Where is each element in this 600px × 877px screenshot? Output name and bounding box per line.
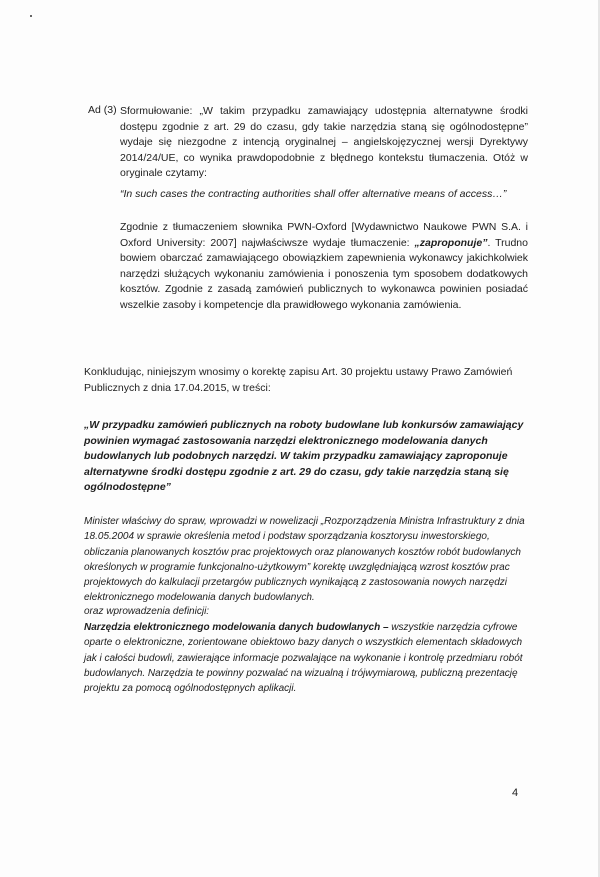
scan-mark <box>30 15 32 17</box>
ad-paragraph-2-start: Zgodnie z tłumaczeniem słownika PWN-Oxford [Wydawnictwo Naukowe PWN S.A. i Oxford University: 2007] najwłaściwsze wydaje tłumaczenie: <box>120 221 528 249</box>
definition-text: wszystkie narzędzia cyfrowe oparte o elektroniczne, zorientowane obiektowo bazy danych o wszystkich elementach składowych jak i całości budowli, zawierające informacje pozwalające na wykonanie i kontrolę przedmiaru robót budowlanych. Narzędzia te powinny pozwalać na wizualną i trójwymiarową, publiczną prezentację projektu za pomocą ogólnodostępnych aplikacji. <box>84 622 523 695</box>
ad-label: Ad (3) <box>88 104 117 116</box>
conclusion-paragraph: Konkludując, niniejszym wnosimy o korektę zapisu Art. 30 projektu ustawy Prawo Zamówień Publicznych z dnia 17.04.2015, w treści: <box>84 366 513 394</box>
definition-intro: oraz wprowadzenia definicji: <box>84 606 210 617</box>
definition-term: Narzędzia elektronicznego modelowania danych budowlanych – <box>84 622 389 633</box>
translation-term: „zaproponuje” <box>414 236 488 249</box>
ad-paragraph-2-end: . Trudno bowiem obarczać zamawiającego obowiązkiem zapewnienia wykonawcy jakichkolwiek narzędzi służących wykonaniu zamówienia i ponoszenia tym sposobem dodatkowych kosztów. Zgodnie z zasadą zamówień publicznych to wykonawca powinien posiadać wszelkie zasoby i kompetencje dla prawidłowego wykonania zamówienia. <box>120 236 528 311</box>
page-number: 4 <box>512 787 519 799</box>
english-quote: “In such cases the contracting authorities shall offer alternative means of access…” <box>120 188 507 200</box>
ad-paragraph-2 <box>120 220 528 313</box>
minister-paragraph: Minister właściwy do spraw, wprowadzi w nowelizacji „Rozporządzenia Ministra Infrastruktury z dnia 18.05.2004 w sprawie określenia metod i podstaw sporządzania kosztorysu inwestorskiego, obliczania planowanych kosztów prac projektowych oraz planowanych kosztów robót budowlanych określonych w programie funkcjonalno-użytkowym” korektę uwzględniającą wzrost kosztów prac projektowych do kalkulacji przetargów publicznych wynikającą z zastosowania nowych narzędzi elektronicznego modelowania danych budowlanych. <box>84 516 525 604</box>
definition-paragraph <box>84 620 530 696</box>
ad-paragraph-1: Sformułowanie: „W takim przypadku zamawiający udostępnia alternatywne środki dostępu zgodnie z art. 29 do czasu, gdy takie narzędzia staną się ogólnodostępne” wydaje się niezgodne z intencją oryginalnej – angielskojęzycznej wersji Dyrektywy 2014/24/UE, co wynika prawdopodobnie z błędnego kontekstu tłumaczenia. Otóż w oryginale czytamy: <box>120 105 528 179</box>
proposed-wording: „W przypadku zamówień publicznych na roboty budowlane lub konkursów zamawiający powinien wymagać zastosowania narzędzi elektronicznego modelowania danych budowlanych lub podobnych narzędzi. W takim przypadku zamawiający zaproponuje alternatywne środki dostępu zgodnie z art. 29 do czasu, gdy takie narzędzia staną się ogólnodostępne” <box>84 419 524 493</box>
